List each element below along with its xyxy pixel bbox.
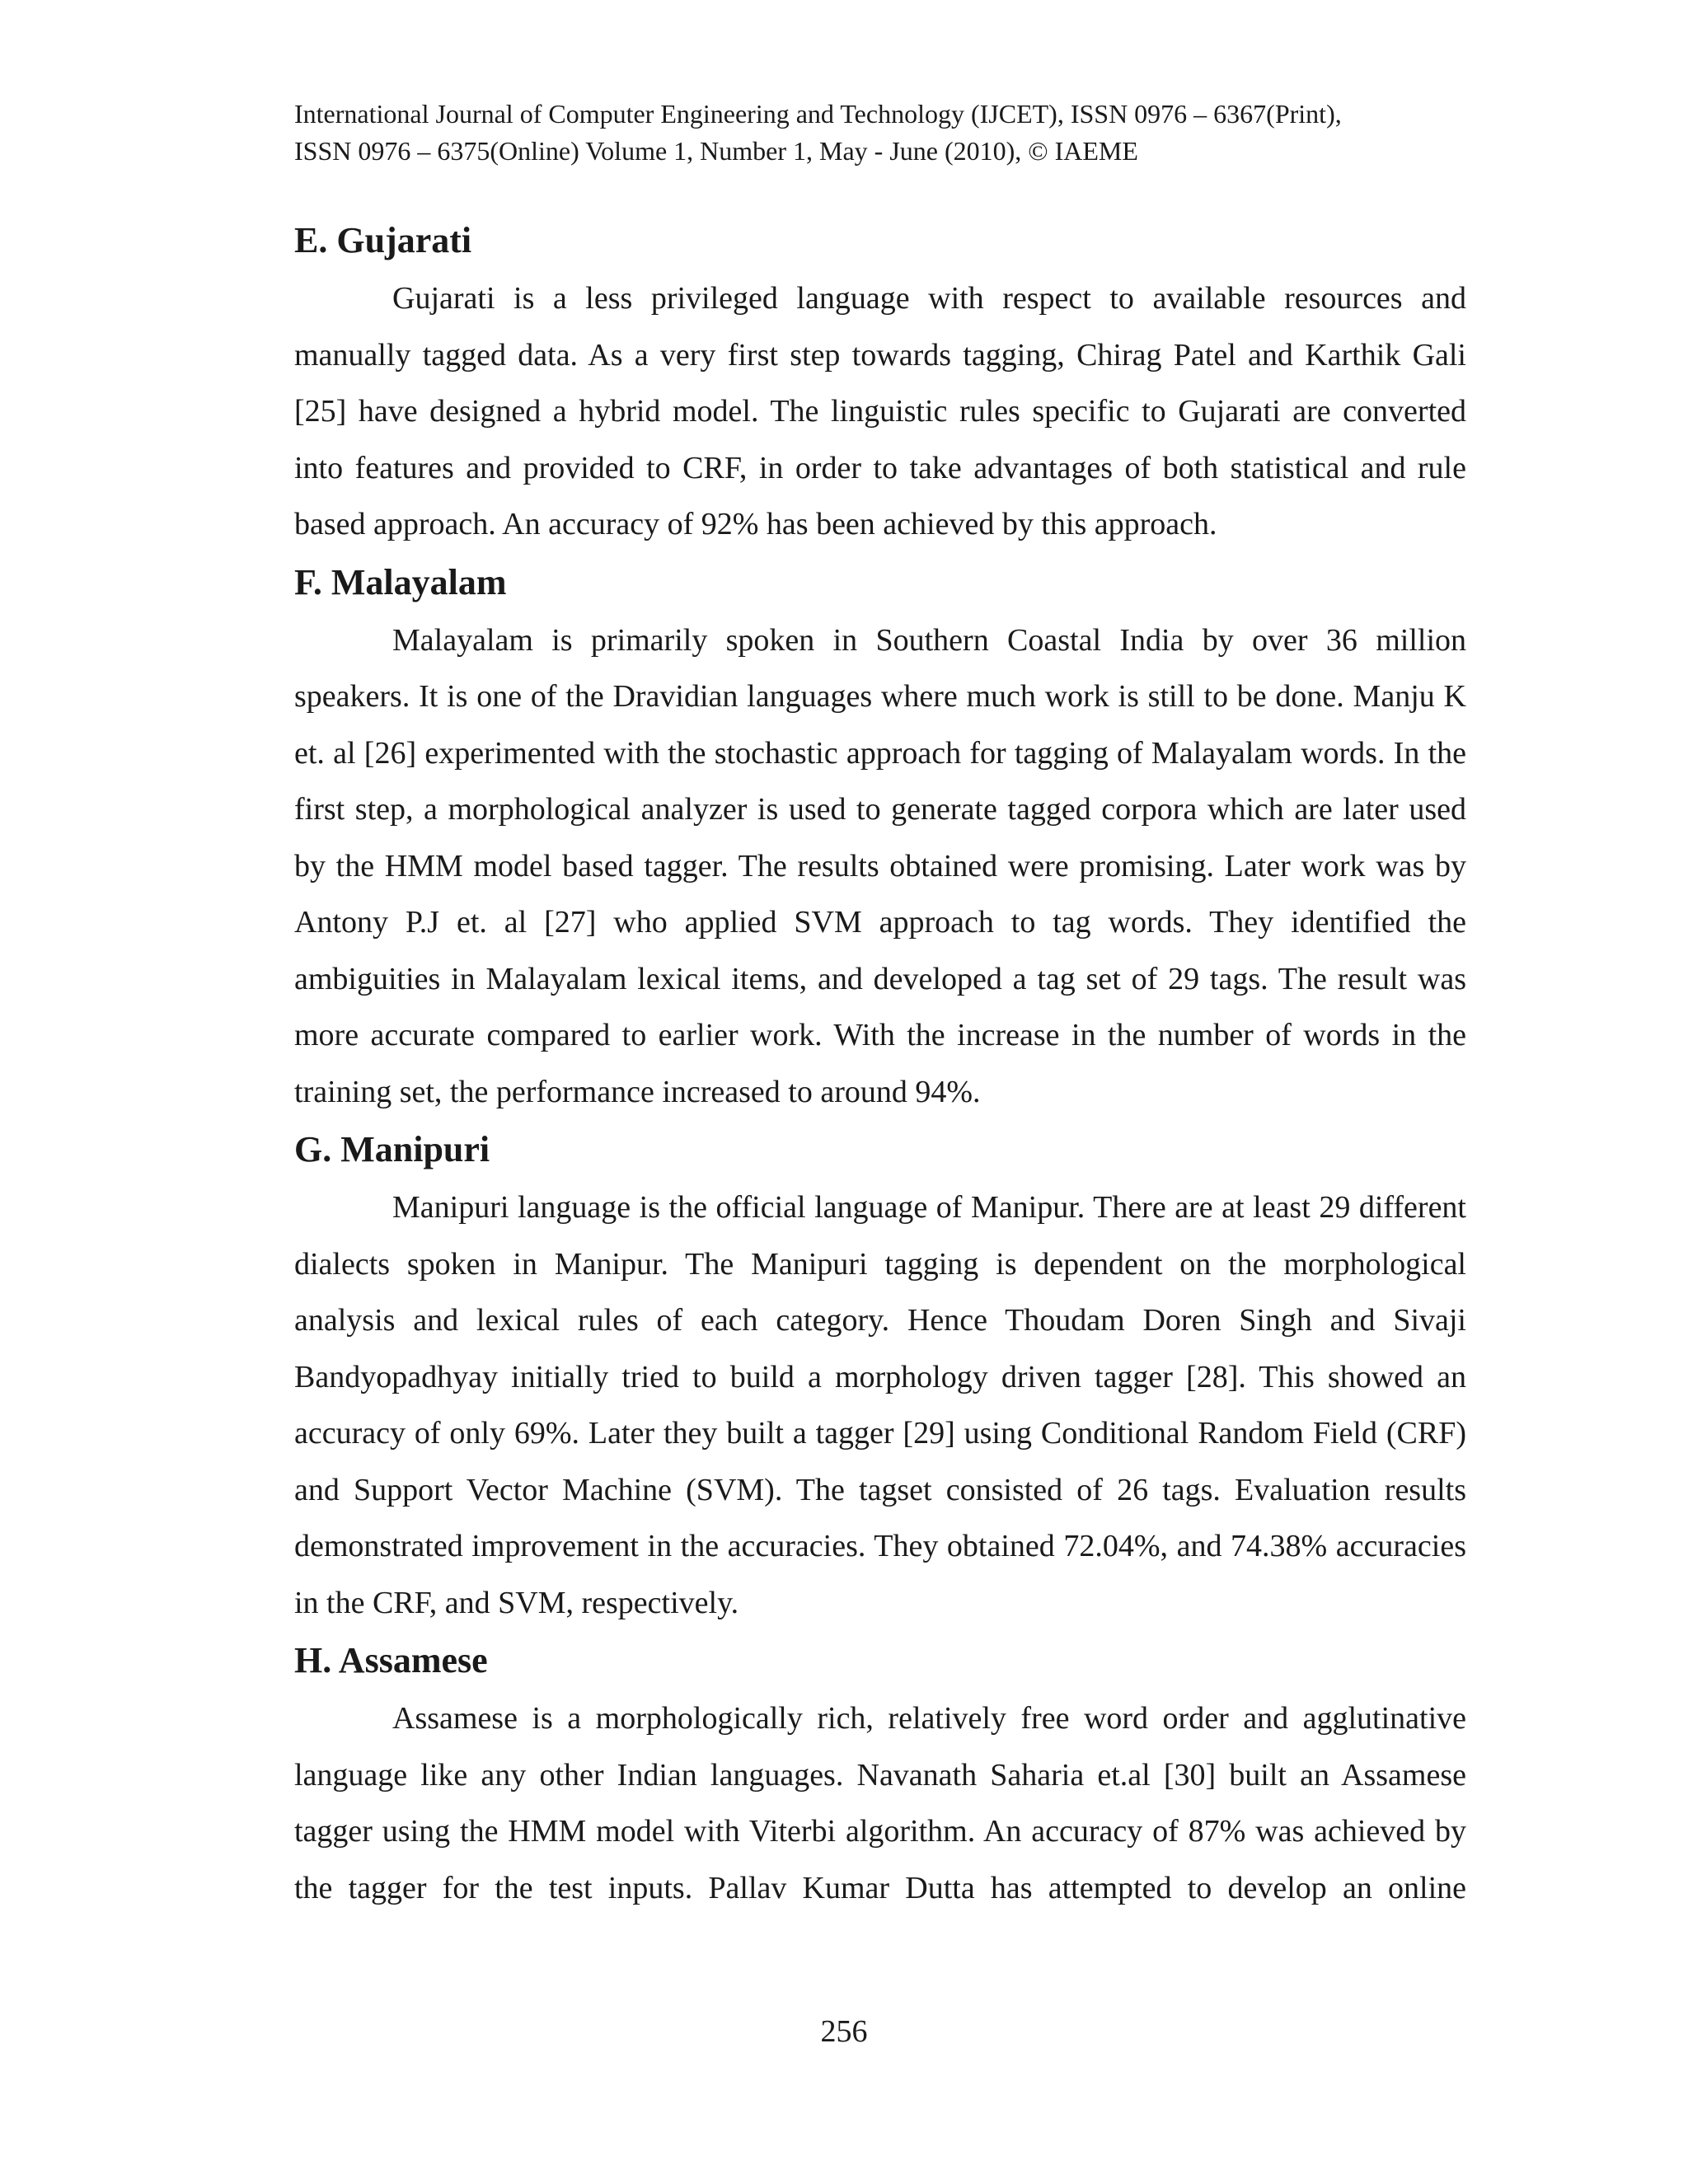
section-heading: G. Manipuri	[294, 1129, 490, 1169]
section-gujarati	[294, 216, 1466, 553]
section-paragraph: Gujarati is a less privileged language with respect to available resources and manually tagged data. As a very first step towards tagging, Chirag Patel and Karthik Gali [25] have designed a hybrid model. The linguistic rules specific to Gujarati are converted into features and provided to CRF, in order to take advantages of both statistical and rule based approach. An accuracy of 92% has been achieved by this approach.	[294, 281, 1466, 541]
section-heading: F. Malayalam	[294, 561, 507, 602]
section-paragraph: Malayalam is primarily spoken in Southern Coastal India by over 36 million speakers. It is one of the Dravidian languages where much work is still to be done. Manju K et. al [26] experimented with the stochastic approach for tagging of Malayalam words. In the first step, a morphological analyzer is used to generate tagged corpora which are later used by the HMM model based tagger. The results obtained were promising. Later work was by Antony P.J et. al [27] who applied SVM approach to tag words. They identified the ambiguities in Malayalam lexical items, and developed a tag set of 29 tags. The result was more accurate compared to earlier work. With the increase in the number of words in the training set, the performance increased to around 94%.	[294, 622, 1466, 1109]
journal-header-line-1: International Journal of Computer Engineering and Technology (IJCET), ISSN 0976 – 6367(Print),	[294, 99, 1342, 129]
section-assamese	[294, 1636, 1466, 1916]
section-paragraph: Assamese is a morphologically rich, relatively free word order and agglutinative language like any other Indian languages. Navanath Saharia et.al [30] built an Assamese tagger using the HMM model with Viterbi algorithm. An accuracy of 87% was achieved by the tagger for the test inputs. Pallav Kumar Dutta has attempted to develop an online	[294, 1701, 1466, 1905]
page-number: 256	[820, 2014, 868, 2049]
section-paragraph: Manipuri language is the official language of Manipur. There are at least 29 different dialects spoken in Manipur. The Manipuri tagging is dependent on the morphological analysis and lexical rules of each category. Hence Thoudam Doren Singh and Sivaji Bandyopadhyay initially tried to build a morphology driven tagger [28]. This showed an accuracy of only 69%. Later they built a tagger [29] using Conditional Random Field (CRF) and Support Vector Machine (SVM). The tagset consisted of 26 tags. Evaluation results demonstrated improvement in the accuracies. They obtained 72.04%, and 74.38% accuracies in the CRF, and SVM, respectively.	[294, 1190, 1466, 1620]
section-heading: H. Assamese	[294, 1640, 488, 1680]
section-malayalam	[294, 558, 1466, 1121]
section-manipuri	[294, 1125, 1466, 1631]
journal-header-line-2: ISSN 0976 – 6375(Online) Volume 1, Number 1, May - June (2010), © IAEME	[294, 136, 1138, 166]
article-body	[294, 216, 1466, 1921]
section-heading: E. Gujarati	[294, 220, 472, 260]
journal-header	[294, 96, 1465, 170]
